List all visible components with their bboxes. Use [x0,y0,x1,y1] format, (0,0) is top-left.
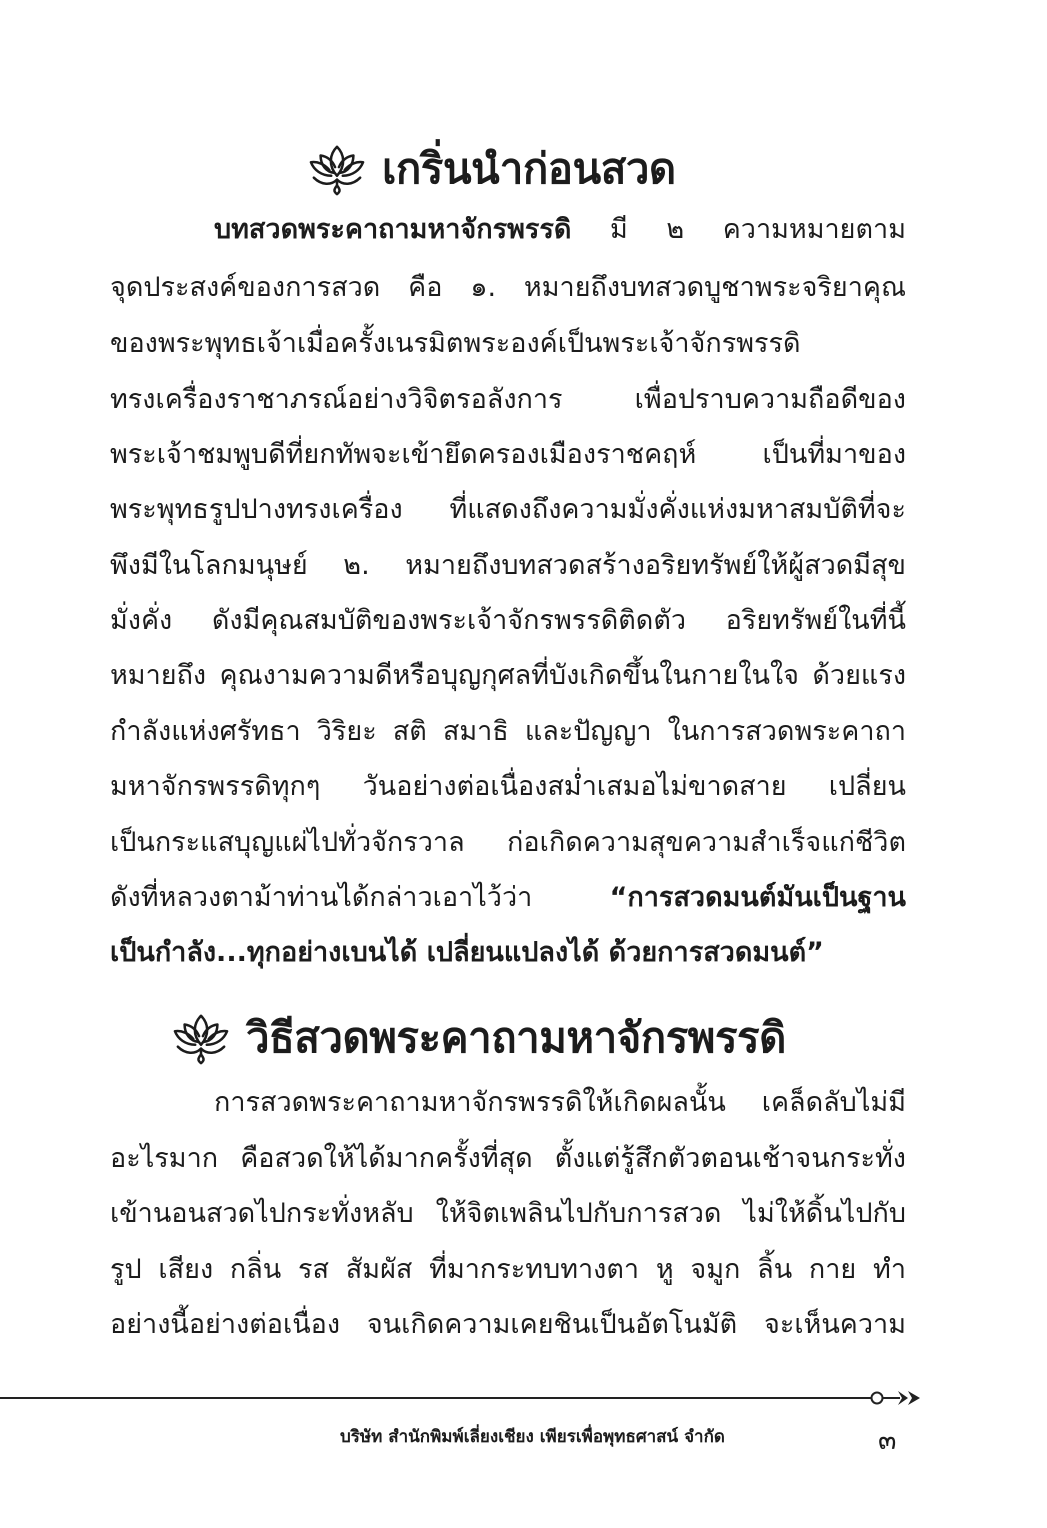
arrow-ornament-icon [866,1387,922,1409]
publisher-name: บริษัท สำนักพิมพ์เลี่ยงเชียง เพียรเพื่อพุทธศาสน์ จำกัด [340,1427,725,1447]
bold-quote: เป็นกำลัง...ทุกอย่างเบนได้ เปลี่ยนแปลงได้ ด้วยการสวดมนต์” [110,937,824,968]
section-title: เกริ่นนำก่อนสวด [382,144,676,193]
paragraph-line: จุดประสงค์ของการสวด คือ ๑. หมายถึงบทสวดบูชาพระจริยาคุณ [110,272,906,303]
paragraph-line: กำลังแห่งศรัทธา วิริยะ สติ สมาธิ และปัญญา ในการสวดพระคาถา [110,716,906,747]
paragraph-line [214,207,906,253]
paragraph-line: มหาจักรพรรดิทุกๆ วันอย่างต่อเนื่องสม่ำเสมอไม่ขาดสาย เปลี่ยน [110,771,906,802]
paragraph-line: พระเจ้าชมพูบดีที่ยกทัพจะเข้ายึดครองเมืองราชคฤห์ เป็นที่มาของ [110,439,906,470]
section-title: วิธีสวดพระคาถามหาจักรพรรดิ [246,1013,786,1062]
bold-quote: “การสวดมนต์มันเป็นฐาน [609,882,906,913]
line-text: มี ๒ ความหมายตาม [571,214,906,245]
paragraph-line: หมายถึง คุณงามความดีหรือบุญกุศลที่บังเกิดขึ้นในกายในใจ ด้วยแรง [110,660,906,691]
section-heading-intro [308,136,676,202]
bold-intro: บทสวดพระคาถามหาจักรพรรดิ [214,214,572,245]
paragraph-line: ทรงเครื่องราชาภรณ์อย่างวิจิตรอลังการ เพื่อปราบความถือดีของ [110,384,906,415]
paragraph-line: พระพุทธรูปปางทรงเครื่อง ที่แสดงถึงความมั่งคั่งแห่งมหาสมบัติที่จะ [110,494,906,525]
paragraph-line: การสวดพระคาถามหาจักรพรรดิให้เกิดผลนั้น เคล็ดลับไม่มี [214,1087,906,1118]
paragraph-line [110,930,906,976]
page-number: ๓ [878,1425,897,1456]
lotus-icon [172,1010,230,1066]
paragraph-line [110,875,906,921]
paragraph-line: รูป เสียง กลิ่น รส สัมผัส ที่มากระทบทางตา หู จมูก ลิ้น กาย ทำ [110,1254,906,1285]
line-text: ดังที่หลวงตาม้าท่านได้กล่าวเอาไว้ว่า [110,882,610,913]
paragraph-line: พึงมีในโลกมนุษย์ ๒. หมายถึงบทสวดสร้างอริยทรัพย์ให้ผู้สวดมีสุข [110,550,906,581]
section-heading-method [172,1005,786,1071]
paragraph-line: เข้านอนสวดไปกระทั่งหลับ ให้จิตเพลินไปกับการสวด ไม่ให้ดิ้นไปกับ [110,1198,906,1229]
paragraph-line: ของพระพุทธเจ้าเมื่อครั้งเนรมิตพระองค์เป็นพระเจ้าจักรพรรดิ [110,328,801,359]
paragraph-line: มั่งคั่ง ดังมีคุณสมบัติของพระเจ้าจักรพรรดิติดตัว อริยทรัพย์ในที่นี้ [110,605,906,636]
paragraph-line: เป็นกระแสบุญแผ่ไปทั่วจักรวาล ก่อเกิดความสุขความสำเร็จแก่ชีวิต [110,827,906,858]
paragraph-line: อย่างนี้อย่างต่อเนื่อง จนเกิดความเคยชินเป็นอัตโนมัติ จะเห็นความ [110,1309,906,1340]
footer-rule [0,1397,872,1399]
lotus-icon [308,141,366,197]
paragraph-line: อะไรมาก คือสวดให้ได้มากครั้งที่สุด ตั้งแต่รู้สึกตัวตอนเช้าจนกระทั่ง [110,1143,906,1174]
